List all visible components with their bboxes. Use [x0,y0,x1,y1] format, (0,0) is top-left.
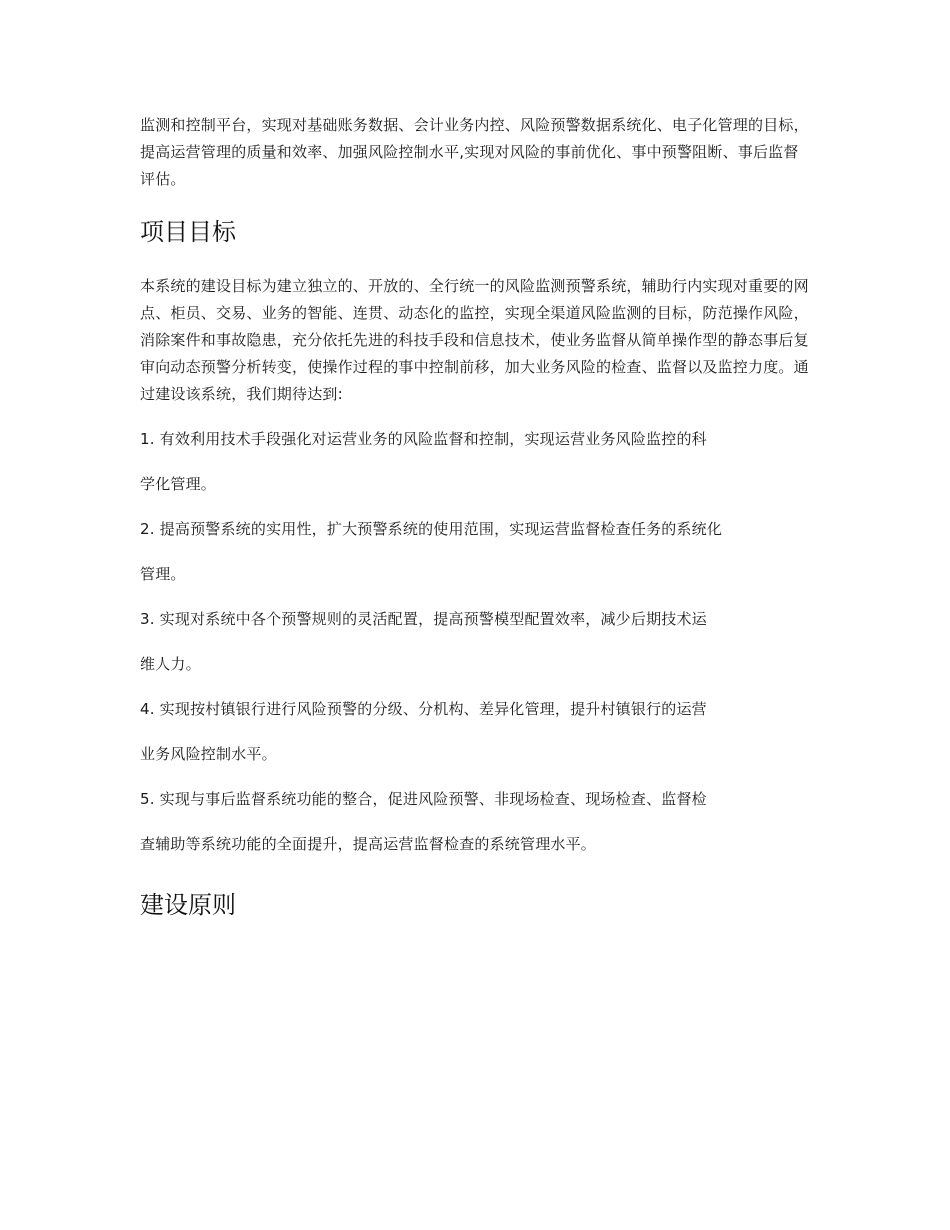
goal-item-4-continuation: 业务风险控制水平。 [140,745,277,763]
document-page [140,112,812,922]
section-heading-project-goal: 项目目标 [140,218,236,246]
intro-paragraph: 监测和控制平台，实现对基础账务数据、会计业务内控、风险预警数据系统化、电子化管理的目标，提高运营管理的质量和效率、加强风险控制水平,实现对风险的事前优化、事中预警阻断、事后监督评估。 [140,116,809,188]
goal-item-3: 3. 实现对系统中各个预警规则的灵活配置，提高预警模型配置效率，减少后期技术运 [140,610,707,628]
goal-item-2-continuation: 管理。 [140,565,186,583]
section-heading-construction-principles: 建设原则 [140,891,236,919]
goal-item-3-continuation: 维人力。 [140,655,201,673]
goal-item-5: 5. 实现与事后监督系统功能的整合，促进风险预警、非现场检查、现场检查、监督检 [140,790,707,808]
project-goal-intro: 本系统的建设目标为建立独立的、开放的、全行统一的风险监测预警系统，辅助行内实现对重要的网点、柜员、交易、业务的智能、连贯、动态化的监控，实现全渠道风险监测的目标，防范操作风险，消除案件和事故隐患，充分依托先进的科技手段和信息技术，使业务监督从简单操作型的静态事后复审向动态预警分析转变，使操作过程的事中控制前移，加大业务风险的检查、监督以及监控力度。通过建设该系统，我们期待达到: [140,277,809,403]
goal-item-5-continuation: 查辅助等系统功能的全面提升，提高运营监督检查的系统管理水平。 [140,835,597,853]
goal-item-1: 1. 有效利用技术手段强化对运营业务的风险监督和控制，实现运营业务风险监控的科 [140,430,707,448]
goal-item-1-continuation: 学化管理。 [140,475,217,493]
goal-item-2: 2. 提高预警系统的实用性，扩大预警系统的使用范围，实现运营监督检查任务的系统化 [140,520,723,538]
goal-item-4: 4. 实现按村镇银行进行风险预警的分级、分机构、差异化管理，提升村镇银行的运营 [140,700,707,718]
